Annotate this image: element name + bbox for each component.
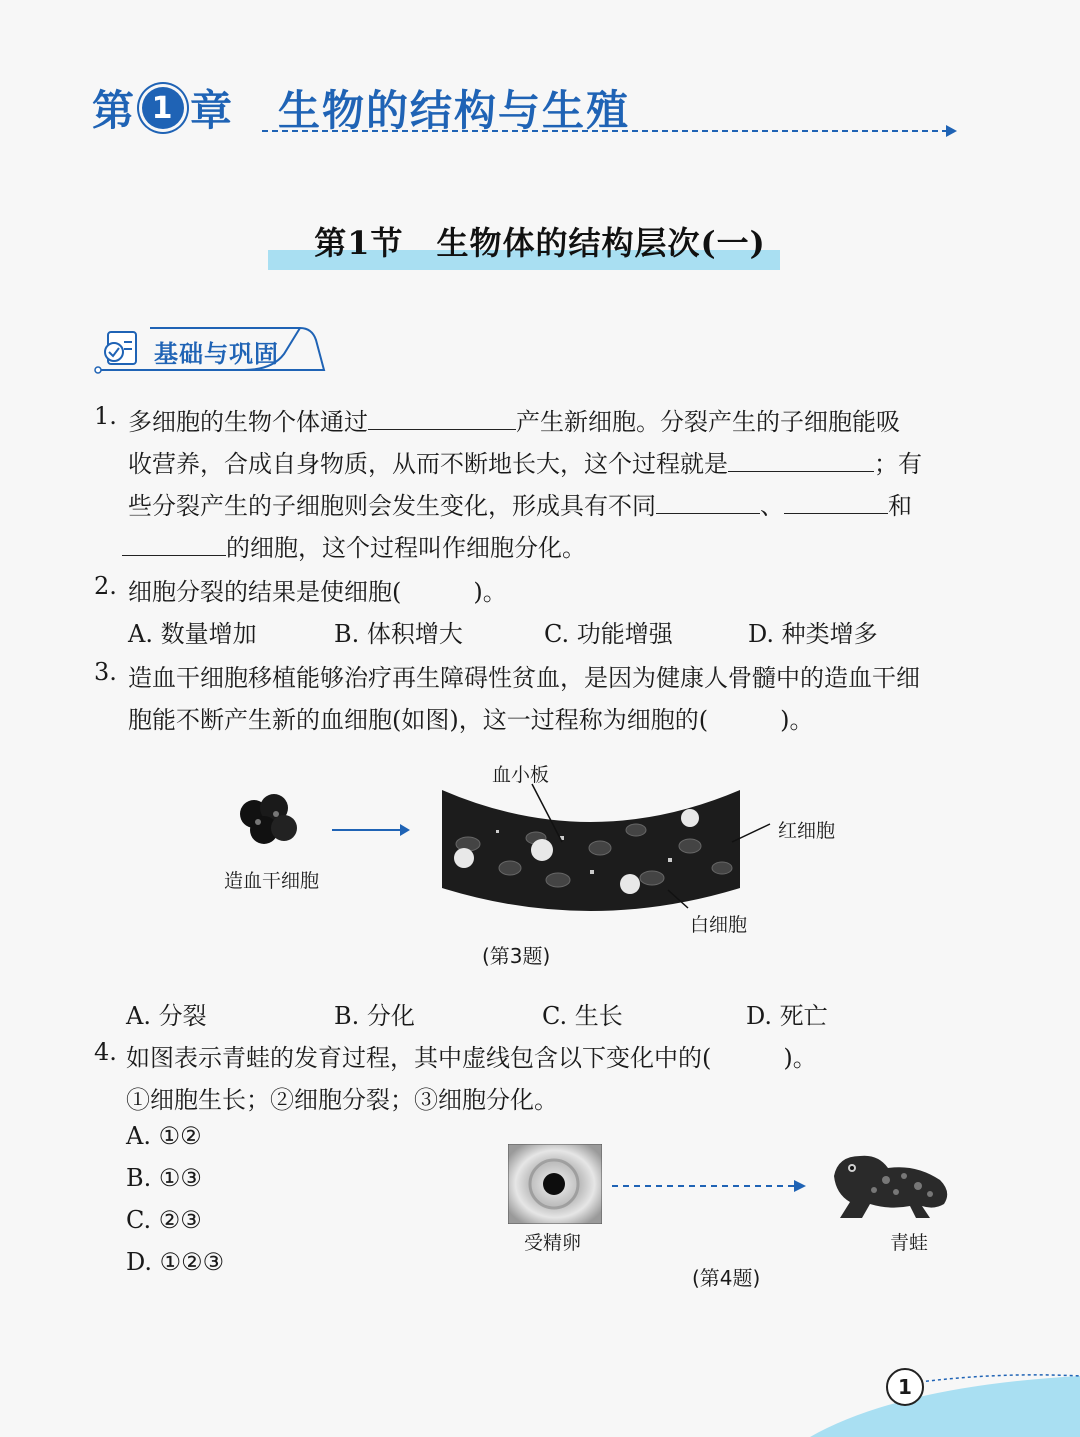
checklist-document-icon [105,332,136,364]
stem-cell-label: 造血干细胞 [224,870,320,892]
q2-option-a[interactable]: A. 数量增加 [128,620,257,648]
arrow-right-icon [400,824,410,836]
q1-text: 产生新细胞。分裂产生的子细胞能吸 [516,408,900,436]
q3-option-a[interactable]: A. 分裂 [126,1002,207,1030]
badge-label: 基础与巩固 [154,340,279,368]
q3-option-c[interactable]: C. 生长 [542,1002,623,1030]
frog-image [826,1146,956,1224]
chapter-number-badge: 1 [142,87,184,129]
q4-line-1: 如图表示青蛙的发育过程，其中虚线包含以下变化中的( )。 [126,1044,817,1072]
section-title: 第1节 生物体的结构层次(一) [314,224,766,262]
chapter-dashed-rule [262,130,948,132]
q2-option-b[interactable]: B. 体积增大 [334,620,463,648]
red-cell-label: 红细胞 [778,820,836,842]
figure-3-caption: (第3题) [482,944,551,968]
q1-line-2 [128,444,922,479]
figure-leader-lines [520,780,780,910]
figure-4-caption: (第4题) [692,1266,761,1290]
frog-label: 青蛙 [890,1232,929,1254]
q1-number: 1. [94,402,117,430]
q3-line-1: 造血干细胞移植能够治疗再生障碍性贫血，是因为健康人骨髓中的造血干细 [128,664,920,692]
fertilized-egg-image [508,1144,602,1224]
answer-blank[interactable] [368,403,516,430]
q4-option-c[interactable]: C. ②③ [126,1206,202,1234]
q2-option-c[interactable]: C. 功能增强 [544,620,673,648]
arrow-right-icon [946,125,957,137]
chapter-header [92,78,630,138]
q1-line-4 [122,528,586,563]
q1-line-1 [128,402,900,437]
q4-number: 4. [94,1038,117,1066]
stem-cell-figure [230,780,430,860]
answer-blank[interactable] [728,445,874,472]
development-dashed-arrow [610,1176,810,1196]
q1-text: 和 [888,492,912,520]
chapter-prefix: 第 [92,86,137,135]
q4-option-a[interactable]: A. ①② [126,1122,202,1150]
white-cell-label: 白细胞 [690,914,748,936]
q1-text: ；有 [874,450,922,478]
q4-option-b[interactable]: B. ①③ [126,1164,202,1192]
q2-number: 2. [94,572,117,600]
q3-option-d[interactable]: D. 死亡 [746,1002,828,1030]
arrow-right-icon [794,1180,806,1192]
q3-line-2: 胞能不断产生新的血细胞(如图)，这一过程称为细胞的( )。 [128,706,814,734]
q2-stem: 细胞分裂的结果是使细胞( )。 [128,578,507,606]
q4-option-d[interactable]: D. ①②③ [126,1248,225,1276]
q2-option-d[interactable]: D. 种类增多 [748,620,878,648]
q1-text: 多细胞的生物个体通过 [128,408,368,436]
q4-line-2: ①细胞生长；②细胞分裂；③细胞分化。 [126,1086,558,1114]
page-number: 1 [886,1368,924,1406]
q1-text: 些分裂产生的子细胞则会发生变化，形成具有不同 [128,492,656,520]
answer-blank[interactable] [656,487,760,514]
chapter-suffix: 章 [190,86,235,135]
platelet-label: 血小板 [492,764,550,786]
egg-label: 受精卵 [524,1232,582,1254]
q3-option-b[interactable]: B. 分化 [334,1002,415,1030]
chapter-title: 生物的结构与生殖 [278,86,631,135]
q3-number: 3. [94,658,117,686]
q1-text: 的细胞，这个过程叫作细胞分化。 [226,534,586,562]
q1-line-3 [128,486,912,521]
footer-wave-decoration [780,1356,1080,1437]
q1-text: 收营养，合成自身物质，从而不断地长大，这个过程就是 [128,450,728,478]
answer-blank[interactable] [784,487,888,514]
q1-text: 、 [760,492,784,520]
answer-blank[interactable] [122,529,226,556]
